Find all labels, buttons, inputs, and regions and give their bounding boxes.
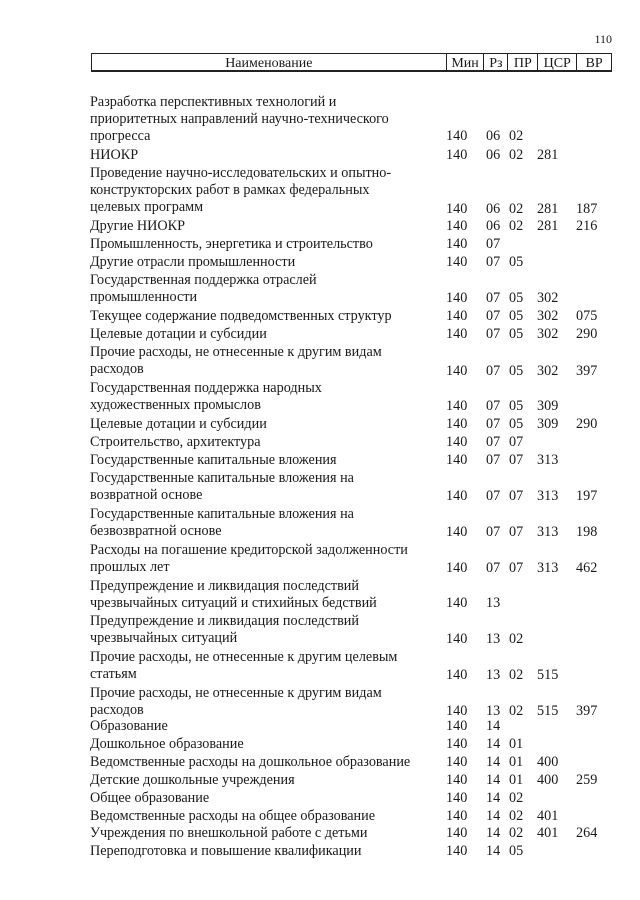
row-name: Прочие расходы, не отнесенные к другим видам расходов	[90, 344, 382, 377]
row-name: Прочие расходы, не отнесенные к другим видам расходов	[90, 685, 382, 718]
row-pr: 05	[509, 398, 524, 414]
row-csr: 313	[537, 488, 559, 504]
row-name: Прочие расходы, не отнесенные к другим целевым статьям	[90, 649, 398, 682]
row-rz: 14	[486, 736, 501, 752]
row-pr: 02	[509, 128, 524, 144]
row-min: 140	[446, 736, 468, 752]
row-vr: 187	[576, 201, 598, 217]
row-vr: 397	[576, 703, 598, 719]
row-min: 140	[446, 595, 468, 611]
row-name: Ведомственные расходы на дошкольное образование	[90, 754, 411, 770]
row-rz: 07	[486, 363, 501, 379]
row-csr: 281	[537, 201, 559, 217]
row-vr: 290	[576, 326, 598, 342]
row-csr: 313	[537, 524, 559, 540]
row-pr: 02	[509, 703, 524, 719]
row-name: Государственная поддержка отраслей промышленности	[90, 272, 317, 305]
row-rz: 07	[486, 398, 501, 414]
row-pr: 02	[509, 201, 524, 217]
row-vr: 198	[576, 524, 598, 540]
row-min: 140	[446, 290, 468, 306]
row-name: Целевые дотации и субсидии	[90, 326, 267, 342]
row-name: Дошкольное образование	[90, 736, 244, 752]
row-rz: 07	[486, 434, 501, 450]
row-min: 140	[446, 631, 468, 647]
row-pr: 05	[509, 843, 524, 859]
row-rz: 13	[486, 667, 501, 683]
row-pr: 02	[509, 218, 524, 234]
header-vr: ВР	[576, 54, 611, 70]
row-pr: 07	[509, 524, 524, 540]
row-pr: 05	[509, 254, 524, 270]
row-csr: 401	[537, 825, 559, 841]
row-vr: 075	[576, 308, 598, 324]
row-min: 140	[446, 808, 468, 824]
row-min: 140	[446, 452, 468, 468]
page-number: 110	[594, 32, 612, 46]
row-min: 140	[446, 147, 468, 163]
row-pr: 02	[509, 631, 524, 647]
row-min: 140	[446, 488, 468, 504]
row-vr: 290	[576, 416, 598, 432]
row-name: Переподготовка и повышение квалификации	[90, 843, 362, 859]
row-vr: 216	[576, 218, 598, 234]
row-rz: 14	[486, 790, 501, 806]
header-min: Мин	[446, 54, 484, 70]
row-vr: 264	[576, 825, 598, 841]
row-name: Другие НИОКР	[90, 218, 186, 234]
row-rz: 14	[486, 843, 501, 859]
row-pr: 07	[509, 434, 524, 450]
header-pr: ПР	[507, 54, 537, 70]
row-pr: 02	[509, 790, 524, 806]
row-rz: 07	[486, 524, 501, 540]
row-pr: 05	[509, 326, 524, 342]
row-pr: 07	[509, 560, 524, 576]
row-name: Государственные капитальные вложения	[90, 452, 337, 468]
row-min: 140	[446, 128, 468, 144]
row-min: 140	[446, 560, 468, 576]
header-csr: ЦСР	[537, 54, 576, 70]
row-pr: 02	[509, 808, 524, 824]
row-csr: 400	[537, 772, 559, 788]
row-name: Разработка перспективных технологий и приоритетных направлений научно-технического прогресса	[90, 94, 389, 144]
row-vr: 397	[576, 363, 598, 379]
row-vr: 259	[576, 772, 598, 788]
header-name: Наименование	[225, 56, 313, 71]
header-rz: Рз	[483, 54, 507, 70]
row-name: Государственные капитальные вложения на безвозвратной основе	[90, 506, 354, 539]
row-min: 140	[446, 254, 468, 270]
row-csr: 281	[537, 218, 559, 234]
row-csr: 313	[537, 560, 559, 576]
row-min: 140	[446, 718, 468, 734]
row-rz: 07	[486, 560, 501, 576]
row-pr: 05	[509, 363, 524, 379]
row-csr: 515	[537, 703, 559, 719]
row-min: 140	[446, 754, 468, 770]
row-rz: 07	[486, 452, 501, 468]
row-rz: 07	[486, 326, 501, 342]
row-csr: 309	[537, 398, 559, 414]
row-min: 140	[446, 363, 468, 379]
row-rz: 13	[486, 703, 501, 719]
row-name: Государственные капитальные вложения на возвратной основе	[90, 470, 354, 503]
row-pr: 01	[509, 772, 524, 788]
row-min: 140	[446, 326, 468, 342]
row-name: Текущее содержание подведомственных структур	[90, 308, 392, 324]
row-csr: 281	[537, 147, 559, 163]
row-name: Промышленность, энергетика и строительство	[90, 236, 373, 252]
row-csr: 302	[537, 290, 559, 306]
row-min: 140	[446, 667, 468, 683]
row-min: 140	[446, 416, 468, 432]
row-name: Целевые дотации и субсидии	[90, 416, 267, 432]
row-pr: 01	[509, 736, 524, 752]
row-name: Предупреждение и ликвидация последствий чрезвычайных ситуаций и стихийных бедствий	[90, 578, 377, 611]
row-name: НИОКР	[90, 147, 139, 163]
row-min: 140	[446, 236, 468, 252]
row-pr: 01	[509, 754, 524, 770]
row-rz: 06	[486, 147, 501, 163]
row-rz: 06	[486, 201, 501, 217]
row-rz: 14	[486, 808, 501, 824]
row-rz: 14	[486, 772, 501, 788]
row-min: 140	[446, 843, 468, 859]
row-csr: 302	[537, 308, 559, 324]
row-vr: 197	[576, 488, 598, 504]
row-rz: 14	[486, 754, 501, 770]
row-rz: 13	[486, 631, 501, 647]
row-rz: 14	[486, 718, 501, 734]
row-rz: 06	[486, 128, 501, 144]
row-name: Общее образование	[90, 790, 210, 806]
row-pr: 02	[509, 825, 524, 841]
row-pr: 07	[509, 452, 524, 468]
row-min: 140	[446, 398, 468, 414]
row-pr: 02	[509, 667, 524, 683]
row-csr: 302	[537, 363, 559, 379]
row-name: Образование	[90, 718, 168, 734]
row-pr: 02	[509, 147, 524, 163]
row-rz: 06	[486, 218, 501, 234]
row-min: 140	[446, 703, 468, 719]
row-min: 140	[446, 772, 468, 788]
row-csr: 302	[537, 326, 559, 342]
row-min: 140	[446, 218, 468, 234]
row-name: Строительство, архитектура	[90, 434, 261, 450]
row-rz: 14	[486, 825, 501, 841]
row-csr: 313	[537, 452, 559, 468]
row-min: 140	[446, 825, 468, 841]
row-pr: 05	[509, 308, 524, 324]
row-name: Ведомственные расходы на общее образование	[90, 808, 376, 824]
row-name: Предупреждение и ликвидация последствий чрезвычайных ситуаций	[90, 613, 359, 646]
row-name: Проведение научно-исследовательских и опытно- конструкторских работ в рамках федеральных целевых программ	[90, 165, 392, 215]
row-min: 140	[446, 790, 468, 806]
row-name: Учреждения по внешкольной работе с детьми	[90, 825, 368, 841]
row-csr: 515	[537, 667, 559, 683]
row-min: 140	[446, 308, 468, 324]
row-name: Другие отрасли промышленности	[90, 254, 296, 270]
row-name: Государственная поддержка народных художественных промыслов	[90, 380, 322, 413]
row-name: Детские дошкольные учреждения	[90, 772, 295, 788]
row-min: 140	[446, 201, 468, 217]
row-csr: 400	[537, 754, 559, 770]
row-min: 140	[446, 524, 468, 540]
row-csr: 309	[537, 416, 559, 432]
row-min: 140	[446, 434, 468, 450]
row-rz: 07	[486, 488, 501, 504]
row-pr: 05	[509, 290, 524, 306]
row-rz: 07	[486, 290, 501, 306]
row-csr: 401	[537, 808, 559, 824]
row-rz: 07	[486, 236, 501, 252]
row-pr: 05	[509, 416, 524, 432]
row-vr: 462	[576, 560, 598, 576]
row-rz: 07	[486, 416, 501, 432]
row-name: Расходы на погашение кредиторской задолженности прошлых лет	[90, 542, 408, 575]
row-rz: 13	[486, 595, 501, 611]
row-pr: 07	[509, 488, 524, 504]
row-rz: 07	[486, 308, 501, 324]
row-rz: 07	[486, 254, 501, 270]
